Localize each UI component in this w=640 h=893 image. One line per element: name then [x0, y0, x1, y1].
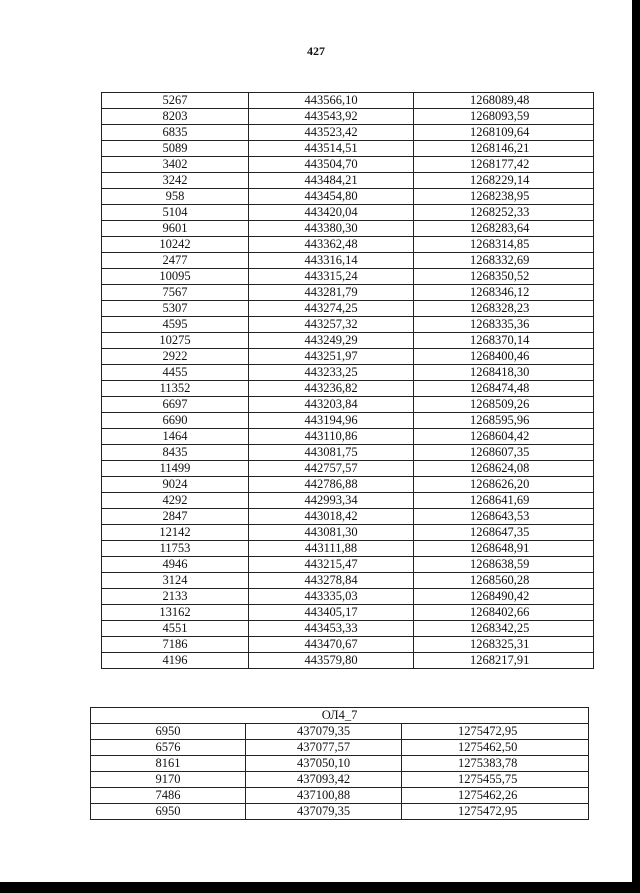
point-number-cell: 4946 — [102, 557, 249, 573]
point-number-cell: 6690 — [102, 413, 249, 429]
point-number-cell: 3124 — [102, 573, 249, 589]
x-coordinate-cell: 443194,96 — [249, 413, 414, 429]
point-number-cell: 6576 — [91, 740, 246, 756]
table-row — [102, 317, 594, 333]
x-coordinate-cell: 443380,30 — [249, 221, 414, 237]
y-coordinate-cell: 1275462,26 — [402, 788, 589, 804]
x-coordinate-cell: 443484,21 — [249, 173, 414, 189]
y-coordinate-cell: 1268490,42 — [414, 589, 594, 605]
y-coordinate-cell: 1268648,91 — [414, 541, 594, 557]
point-number-cell: 3402 — [102, 157, 249, 173]
point-number-cell: 2477 — [102, 253, 249, 269]
table-row — [102, 381, 594, 397]
point-number-cell: 6835 — [102, 125, 249, 141]
x-coordinate-cell: 443018,42 — [249, 509, 414, 525]
point-number-cell: 9601 — [102, 221, 249, 237]
point-number-cell: 6697 — [102, 397, 249, 413]
table-row — [102, 205, 594, 221]
x-coordinate-cell: 443233,25 — [249, 365, 414, 381]
table-row — [102, 605, 594, 621]
point-number-cell: 13162 — [102, 605, 249, 621]
point-number-cell: 9024 — [102, 477, 249, 493]
y-coordinate-cell: 1268607,35 — [414, 445, 594, 461]
y-coordinate-cell: 1268418,30 — [414, 365, 594, 381]
table-row — [102, 541, 594, 557]
point-number-cell: 8435 — [102, 445, 249, 461]
x-coordinate-cell: 443362,48 — [249, 237, 414, 253]
y-coordinate-cell: 1275455,75 — [402, 772, 589, 788]
x-coordinate-cell: 443278,84 — [249, 573, 414, 589]
x-coordinate-cell: 443281,79 — [249, 285, 414, 301]
x-coordinate-cell: 443274,25 — [249, 301, 414, 317]
x-coordinate-cell: 443566,10 — [249, 93, 414, 109]
x-coordinate-cell: 443236,82 — [249, 381, 414, 397]
y-coordinate-cell: 1268229,14 — [414, 173, 594, 189]
table-row — [102, 125, 594, 141]
x-coordinate-cell: 437079,35 — [246, 804, 402, 820]
y-coordinate-cell: 1275472,95 — [402, 804, 589, 820]
y-coordinate-cell: 1268402,66 — [414, 605, 594, 621]
section-label: ОЛ4_7 — [91, 708, 589, 724]
x-coordinate-cell: 443110,86 — [249, 429, 414, 445]
y-coordinate-cell: 1268509,26 — [414, 397, 594, 413]
table-row — [102, 141, 594, 157]
y-coordinate-cell: 1268595,96 — [414, 413, 594, 429]
y-coordinate-cell: 1275472,95 — [402, 724, 589, 740]
table-row — [102, 653, 594, 669]
table-row — [102, 301, 594, 317]
table-row — [102, 157, 594, 173]
point-number-cell: 5104 — [102, 205, 249, 221]
point-number-cell: 7186 — [102, 637, 249, 653]
point-number-cell: 4292 — [102, 493, 249, 509]
x-coordinate-cell: 443514,51 — [249, 141, 414, 157]
table-row — [102, 557, 594, 573]
x-coordinate-cell: 442993,34 — [249, 493, 414, 509]
point-number-cell: 2847 — [102, 509, 249, 525]
table-row — [102, 173, 594, 189]
y-coordinate-cell: 1268283,64 — [414, 221, 594, 237]
x-coordinate-cell: 437079,35 — [246, 724, 402, 740]
x-coordinate-cell: 437093,42 — [246, 772, 402, 788]
table-row — [91, 804, 589, 820]
table-row — [102, 509, 594, 525]
y-coordinate-cell: 1268638,59 — [414, 557, 594, 573]
table-row — [102, 477, 594, 493]
point-number-cell: 7567 — [102, 285, 249, 301]
y-coordinate-cell: 1268641,69 — [414, 493, 594, 509]
table-row — [102, 221, 594, 237]
x-coordinate-cell: 443257,32 — [249, 317, 414, 333]
page-number: 427 — [307, 44, 325, 58]
point-number-cell: 4196 — [102, 653, 249, 669]
x-coordinate-cell: 443081,30 — [249, 525, 414, 541]
point-number-cell: 10095 — [102, 269, 249, 285]
y-coordinate-cell: 1268474,48 — [414, 381, 594, 397]
x-coordinate-cell: 443249,29 — [249, 333, 414, 349]
table-row — [102, 573, 594, 589]
point-number-cell: 11352 — [102, 381, 249, 397]
x-coordinate-cell: 443316,14 — [249, 253, 414, 269]
x-coordinate-cell: 443543,92 — [249, 109, 414, 125]
x-coordinate-cell: 443111,88 — [249, 541, 414, 557]
point-number-cell: 6950 — [91, 724, 246, 740]
x-coordinate-cell: 443215,47 — [249, 557, 414, 573]
y-coordinate-cell: 1268217,91 — [414, 653, 594, 669]
x-coordinate-cell: 437050,10 — [246, 756, 402, 772]
table-row — [102, 269, 594, 285]
point-number-cell: 958 — [102, 189, 249, 205]
section-table — [90, 707, 589, 820]
point-number-cell: 2133 — [102, 589, 249, 605]
point-number-cell: 2922 — [102, 349, 249, 365]
table-row — [102, 445, 594, 461]
y-coordinate-cell: 1275383,78 — [402, 756, 589, 772]
table-row — [91, 724, 589, 740]
table-row — [102, 189, 594, 205]
table-row — [91, 772, 589, 788]
section-table-body — [91, 708, 589, 820]
table-row — [102, 253, 594, 269]
x-coordinate-cell: 437077,57 — [246, 740, 402, 756]
point-number-cell: 7486 — [91, 788, 246, 804]
coordinates-table — [101, 92, 594, 669]
point-number-cell: 10242 — [102, 237, 249, 253]
y-coordinate-cell: 1268325,31 — [414, 637, 594, 653]
point-number-cell: 5267 — [102, 93, 249, 109]
x-coordinate-cell: 437100,88 — [246, 788, 402, 804]
y-coordinate-cell: 1268252,33 — [414, 205, 594, 221]
point-number-cell: 9170 — [91, 772, 246, 788]
x-coordinate-cell: 443315,24 — [249, 269, 414, 285]
table-row — [102, 621, 594, 637]
y-coordinate-cell: 1268342,25 — [414, 621, 594, 637]
y-coordinate-cell: 1268238,95 — [414, 189, 594, 205]
y-coordinate-cell: 1268177,42 — [414, 157, 594, 173]
point-number-cell: 11753 — [102, 541, 249, 557]
table-row — [102, 493, 594, 509]
table-row — [102, 525, 594, 541]
x-coordinate-cell: 443420,04 — [249, 205, 414, 221]
x-coordinate-cell: 443203,84 — [249, 397, 414, 413]
point-number-cell: 4455 — [102, 365, 249, 381]
table-row — [102, 349, 594, 365]
point-number-cell: 12142 — [102, 525, 249, 541]
y-coordinate-cell: 1268146,21 — [414, 141, 594, 157]
y-coordinate-cell: 1268647,35 — [414, 525, 594, 541]
point-number-cell: 10275 — [102, 333, 249, 349]
table-row — [102, 109, 594, 125]
table-row — [102, 429, 594, 445]
table-row — [102, 285, 594, 301]
y-coordinate-cell: 1268109,64 — [414, 125, 594, 141]
y-coordinate-cell: 1268328,23 — [414, 301, 594, 317]
x-coordinate-cell: 442757,57 — [249, 461, 414, 477]
x-coordinate-cell: 443453,33 — [249, 621, 414, 637]
y-coordinate-cell: 1268604,42 — [414, 429, 594, 445]
x-coordinate-cell: 443405,17 — [249, 605, 414, 621]
y-coordinate-cell: 1268346,12 — [414, 285, 594, 301]
y-coordinate-cell: 1268400,46 — [414, 349, 594, 365]
point-number-cell: 4595 — [102, 317, 249, 333]
table-row — [102, 365, 594, 381]
x-coordinate-cell: 443579,80 — [249, 653, 414, 669]
y-coordinate-cell: 1268314,85 — [414, 237, 594, 253]
x-coordinate-cell: 443504,70 — [249, 157, 414, 173]
point-number-cell: 3242 — [102, 173, 249, 189]
y-coordinate-cell: 1268093,59 — [414, 109, 594, 125]
point-number-cell: 11499 — [102, 461, 249, 477]
y-coordinate-cell: 1268332,69 — [414, 253, 594, 269]
table-row — [91, 740, 589, 756]
table-row — [102, 589, 594, 605]
y-coordinate-cell: 1268624,08 — [414, 461, 594, 477]
coordinates-table-body — [102, 93, 594, 669]
point-number-cell: 4551 — [102, 621, 249, 637]
table-row — [102, 413, 594, 429]
point-number-cell: 8161 — [91, 756, 246, 772]
point-number-cell: 8203 — [102, 109, 249, 125]
table-row — [102, 637, 594, 653]
table-row — [102, 461, 594, 477]
table-row — [102, 237, 594, 253]
x-coordinate-cell: 443470,67 — [249, 637, 414, 653]
y-coordinate-cell: 1268335,36 — [414, 317, 594, 333]
point-number-cell: 5089 — [102, 141, 249, 157]
y-coordinate-cell: 1268350,52 — [414, 269, 594, 285]
point-number-cell: 1464 — [102, 429, 249, 445]
y-coordinate-cell: 1268370,14 — [414, 333, 594, 349]
point-number-cell: 6950 — [91, 804, 246, 820]
y-coordinate-cell: 1268560,28 — [414, 573, 594, 589]
x-coordinate-cell: 443454,80 — [249, 189, 414, 205]
y-coordinate-cell: 1268626,20 — [414, 477, 594, 493]
y-coordinate-cell: 1268643,53 — [414, 509, 594, 525]
table-row — [102, 93, 594, 109]
table-row — [102, 333, 594, 349]
y-coordinate-cell: 1275462,50 — [402, 740, 589, 756]
point-number-cell: 5307 — [102, 301, 249, 317]
x-coordinate-cell: 443523,42 — [249, 125, 414, 141]
table-row — [91, 756, 589, 772]
x-coordinate-cell: 443251,97 — [249, 349, 414, 365]
section-header-row — [91, 708, 589, 724]
y-coordinate-cell: 1268089,48 — [414, 93, 594, 109]
x-coordinate-cell: 443335,03 — [249, 589, 414, 605]
x-coordinate-cell: 443081,75 — [249, 445, 414, 461]
table-row — [91, 788, 589, 804]
x-coordinate-cell: 442786,88 — [249, 477, 414, 493]
table-row — [102, 397, 594, 413]
